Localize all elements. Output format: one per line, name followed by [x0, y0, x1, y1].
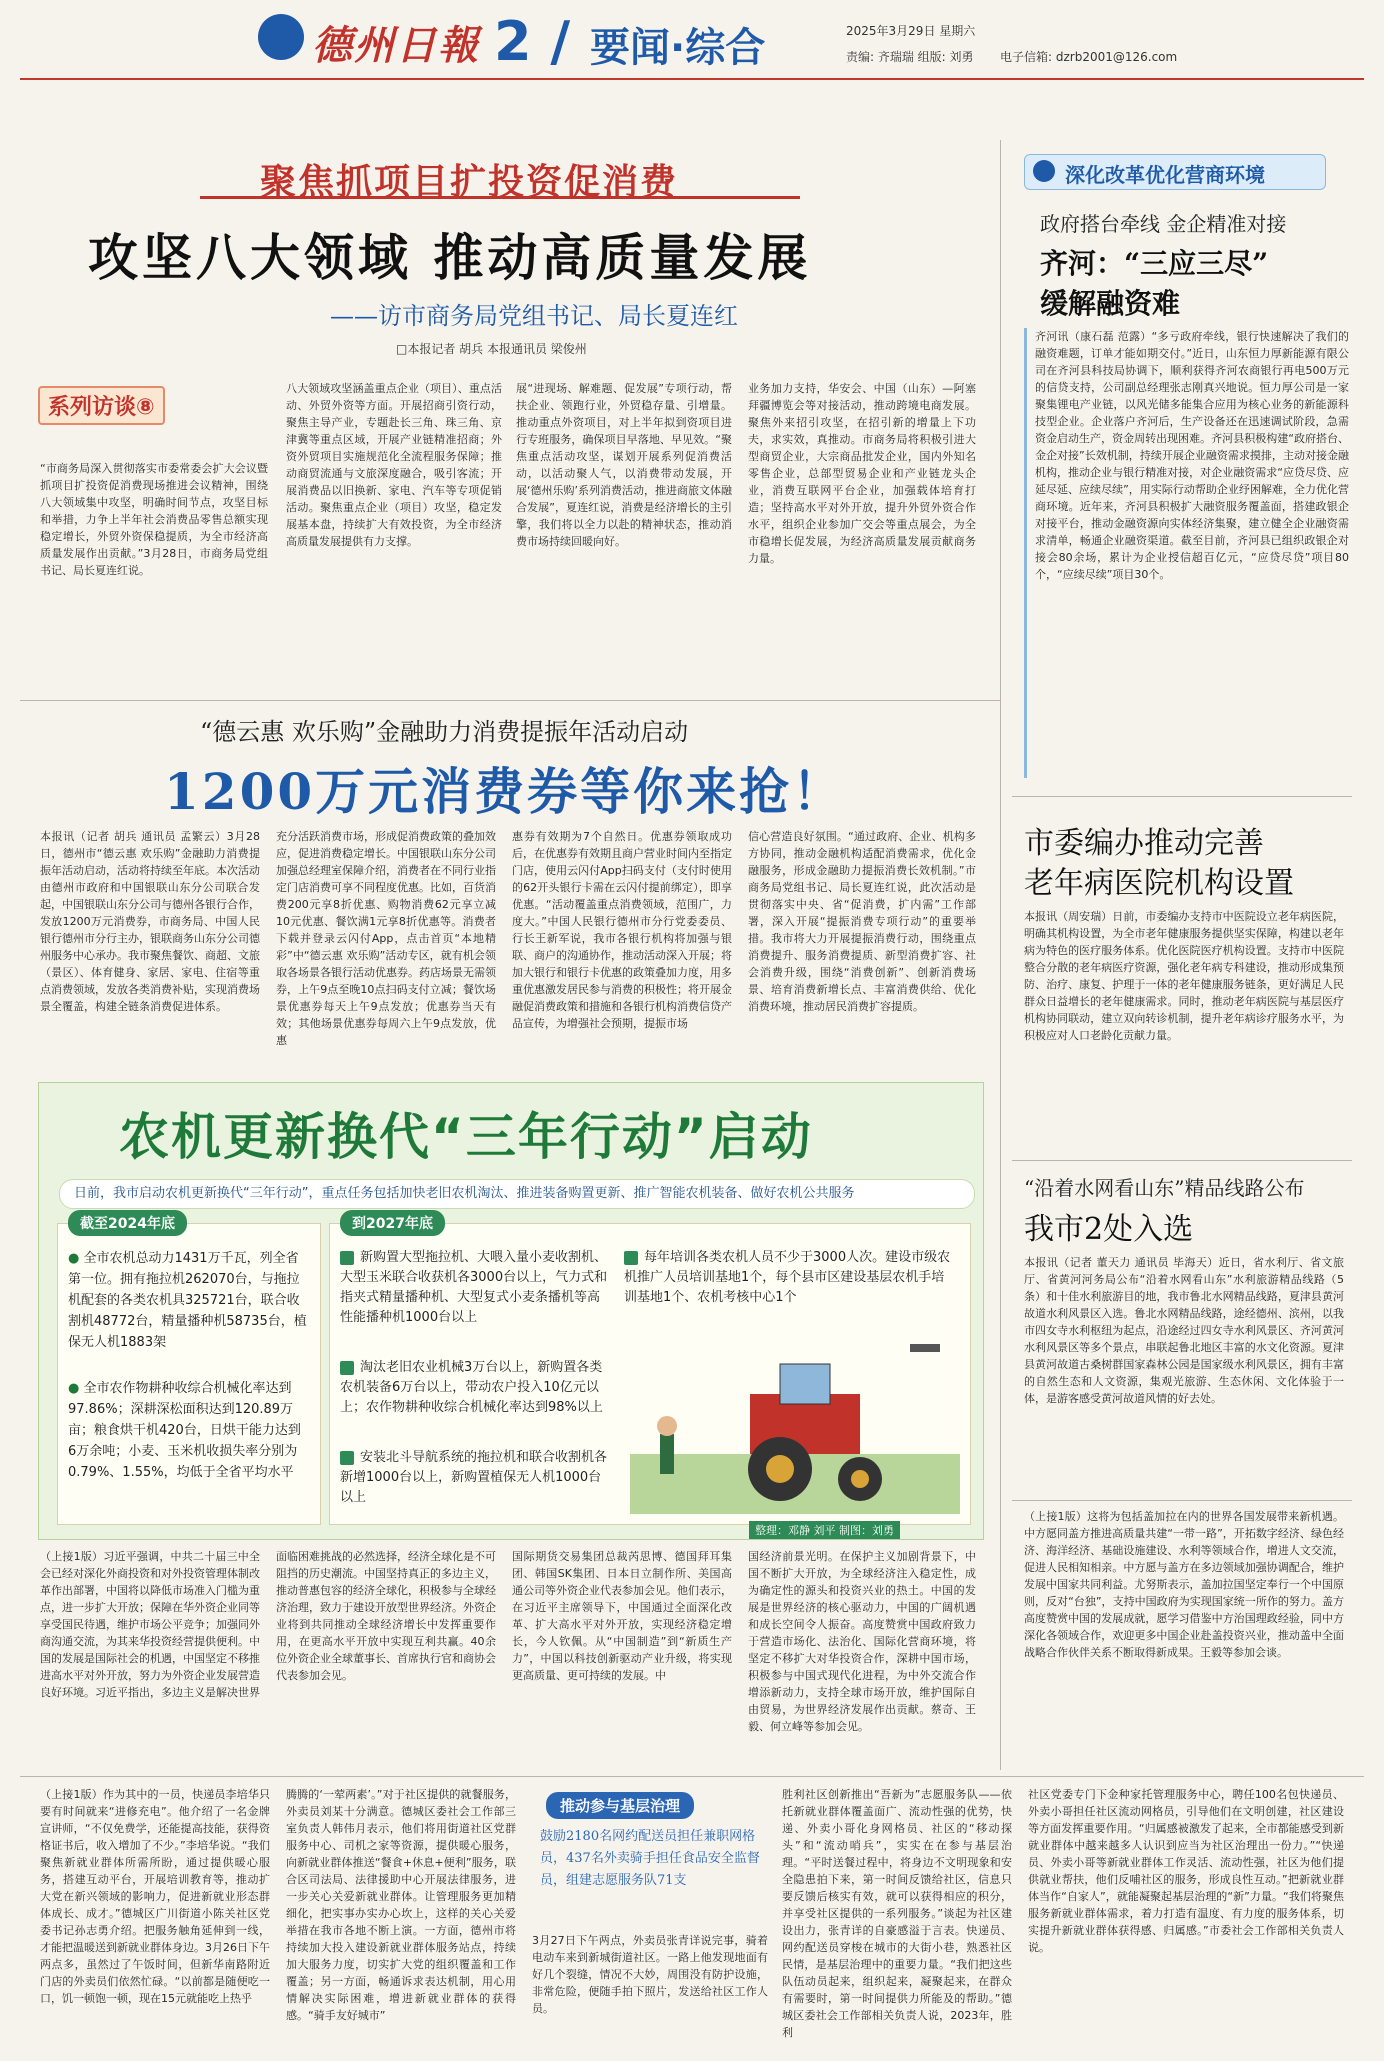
panel-2024	[57, 1216, 321, 1525]
masthead-logo: 德州日報	[312, 22, 480, 69]
editors: 责编: 齐瑞瑞 组版: 刘勇	[846, 50, 974, 64]
series-tag	[38, 386, 165, 425]
stat-2024-1	[68, 1248, 308, 1353]
tractor-icon	[340, 1251, 354, 1265]
masthead-rule	[20, 78, 1364, 80]
divider	[1012, 796, 1352, 797]
civic-box-text: 鼓励2180名网约配送员担任兼职网格员，437名外卖骑手担任食品安全监督员，组建志愿服务队71支	[540, 1829, 760, 1888]
stat-2024-1-text: 全市农机总动力1431万千瓦，列全省第一位。拥有拖拉机262070台，与拖拉机配套的各类农机具325721台，联合收割机48772台，精量播种机58735台，植保无人机1883架	[68, 1251, 307, 1350]
bottom1-col-2: 面临困难挑战的必然选择，经济全球化是不可阻挡的历史潮流。中国坚持真正的多边主义，推动普惠包容的经济全球化，积极参与全球经济治理，致力于建设开放型世界经济。外资企业将到共同推动全球经济增长中发挥重要作用，在更高水平开放中实现互利共赢。40余位外资企业全球董事长、首席执行官和商协会代表参加会见。	[276, 1550, 496, 1682]
a3-body: 本报讯（记者 董天力 通讯员 毕海天）近日，省水利厅、省文旅厅、省黄河河务局公布“沿着水网看山东”水利旅游精品线路（5条）和十佳水利旅游目的地，我市鲁北水网精品线路，夏津县黄河故道水利风景区入选。鲁北水网精品线路，途经德州、滨州，以我市四女寺水利枢纽为起点，沿途经过四女寺水利风景区、齐河黄河水利风景区等多个景点，串联起鲁北地区丰富的水文化资源。夏津县黄河故道古桑树群国家森林公园是国家级水利风景区，拥有丰富的自然生态和人文资源，集观光旅游、生态休闲、文化体验于一体，是游客感受黄河故道风情的好去处。	[1024, 1256, 1344, 1405]
bullet-icon: ●	[68, 1251, 80, 1266]
civic-box-after: 3月27日下午两点，外卖员张青详说完事，骑着电动车来到新城街道社区。一路上他发现地面有好几个裂缝，情况不大妙，周围没有防护设施，非常危险，便随手拍下照片，发送给社区工作人员。	[532, 1934, 768, 2015]
issue-date: 2025年3月29日 星期六	[846, 24, 976, 38]
section-label-text: 深化改革优化营商环境	[1065, 163, 1265, 187]
farm-title: 农机更新换代“三年行动”启动	[119, 1108, 813, 1166]
topic-banner	[200, 152, 800, 203]
farm-infographic	[38, 1082, 984, 1540]
bottom1-col-4: 国经济前景光明。在保护主义加剧背景下，中国不断扩大开放，为全球经济注入稳定性，成为确定性的源头和投资兴业的热土。中国的发展是世界经济的核心驱动力，中国的广阔机遇和成长空间令人振奋。高度赞赏中国政府致力于营造市场化、法治化、国际化营商环境，将坚定不移扩大对华投资合作，深耕中国市场，积极参与中国式现代化进程，为中外交流合作增添新动力，支持全球市场开放，维护国际自由贸易，为世界经济发展作出贡献。蔡奇、王毅、何立峰等参加会见。	[748, 1550, 976, 1733]
goal-2027-3	[340, 1448, 610, 1508]
divider	[20, 1776, 1364, 1777]
divider	[1012, 1160, 1352, 1161]
a3-pretitle: “沿着水网看山东”精品线路公布	[1024, 1176, 1305, 1200]
panel-2024-label: 截至2024年底	[68, 1210, 187, 1236]
lead-col-2: 八大领域攻坚涵盖重点企业（项目）、重点活动、外贸外资等方面。开展招商引资行动，聚焦主导产业，专题赴长三角、珠三角、京津冀等重点区域，开展产业链精准招商；外资外贸项目实施规范化全流程服务保障；推动商贸流通与文旅深度融合，吸引客流；开展消费品以旧换新、家电、汽车等专项促销活动。聚焦重点企业（项目）攻坚，稳定发展基本盘，持续扩大有效投资，为全市经济高质量发展提供有力支撑。	[286, 382, 502, 548]
goal-2027-1	[340, 1248, 610, 1328]
a2-title-2: 老年病医院机构设置	[1024, 866, 1294, 901]
divider	[1012, 1500, 1352, 1501]
lead-col-4: 业务加力支持，华安会、中国（山东）—阿塞拜疆博览会等对接活动，推动跨境电商发展。聚焦外来招引攻坚，在招引新的增量上下功夫，求实效，真推动。市商务局将积极引进大型商贸企业，大宗商品批发企业，国内外知名零售企业，总部型贸易企业和产业链龙头企业，消费互联网平台企业，加强载体培育打造；坚持高水平对外开放，提升外贸外资合作水平，组织企业参加广交会等重点展会，为全市稳增长促发展，为经济高质量发展贡献商务力量。	[748, 382, 976, 565]
tractor-illustration	[630, 1334, 960, 1514]
consumption-title: 1200万元消费券等你来抢！	[164, 762, 846, 821]
bottom1-col-3: 国际期货交易集团总裁芮思博、德国拜耳集团、韩国SK集团、日本日立制作所、美国高通公司等外资企业代表参加会见。他们表示，在习近平主席领导下，中国通过全面深化改革、扩大高水平对外开放，实现经济稳定增长，今人钦佩。从“中国制造”到“新质生产力”，中国以科技创新驱动产业升级，将实现更高质量、更可持续的发展。中	[512, 1550, 732, 1682]
masthead	[0, 0, 1384, 80]
gear-icon	[1033, 160, 1055, 182]
bottom1-col-1: （上接1版）习近平强调，中共二十届三中全会已经对深化外商投资和对外投资管理体制改革作出部署，中国将以降低市场准入门槛为重点，进一步扩大开放；保障在华外资企业同等享受国民待遇，维护市场公平竞争；加强同外商沟通交流，为其来华投资经营提供便利。中国的发展是国际社会的机遇，中国坚定不移推进高水平对外开放，努力为外资企业发展营造良好环境。习近平指出，多边主义是解决世界	[40, 1550, 260, 1699]
panel-2027-label: 到2027年底	[340, 1210, 445, 1236]
goal-2027-2	[340, 1358, 610, 1418]
panel-2027	[329, 1216, 971, 1525]
goal-2027-4-text: 每年培训各类农机人员不少于3000人次。建设市级农机推广人员培训基地1个，每个县市区建设基层农机手培训基地1个、农机考核中心1个	[624, 1250, 951, 1305]
goal-2027-3-text: 安装北斗导航系统的拖拉机和联合收割机各新增1000台以上，新购置植保无人机1000台以上	[340, 1450, 608, 1505]
bottom2-col-5: 社区党委专门下金种家托管理服务中心，聘任100名包快递员、外卖小哥担任社区流动网格员，引导他们在文明创建，社区建设等方面发挥重要作用。“归属感被激发了起来，全市都能感受到新就业群体中越来越多人认识到应当为社区治理出一份力。”“快递员、外卖小哥等新就业群体工作灵活、流动性强，社区为他们提供就业帮扶，他们反哺社区的服务，形成良性互动。”把新就业群体当作“自家人”，就能凝聚起基层治理的“新”力量。“我们将聚焦服务新就业群体需求，着力打造有温度、有力度的服务体系，切实提升新就业群体获得感、归属感。”市委社会工作部相关负责人说。	[1028, 1788, 1344, 1954]
lead-col-3: 展“进现场、解难题、促发展”专项行动，帮扶企业、领跑行业，外贸稳存量、引增量。推动重点外资项目，对上半年拟到资项目进行专班服务，确保项目早落地、早见效。“聚焦重点活动攻坚，谋划开展系列促消费活动，以活动聚人气，以消费带动发展，开展‘德州乐购’系列消费活动，推进商旅文体融合发展”，夏连红说，消费是经济增长的主引擎，我们将以全力以赴的精神状态，推动消费市场持续回暖向好。	[516, 382, 732, 548]
a2-title-1: 市委编办推动完善	[1024, 826, 1264, 861]
a1-title-2: 缓解融资难	[1040, 287, 1181, 320]
a1-pretitle: 政府搭台牵线 金企精准对接	[1040, 212, 1287, 236]
column-divider	[1000, 140, 1001, 1770]
lead-col-1: “市商务局深入贯彻落实市委常委会扩大会议暨抓项目扩投资促消费现场推进会议精神，围绕八大领域集中攻坚，明确时间节点，攻坚目标和举措，力争上半年社会消费品零售总额实现稳定增长，外贸外资保稳提质，为全市经济高质量发展作出贡献。”3月28日，市商务局党组书记、局长夏连红说。	[40, 462, 268, 577]
consumption-col-3: 惠券有效期为7个自然日。优惠券领取成功后，在优惠券有效期且商户营业时间内至指定门店，使用云闪付App扫码支付（支付时使用的62开头银行卡需在云闪付提前绑定），即享优惠。“活动覆盖重点消费领域，范围广，力度大。”中国人民银行德州市分行党委委员、行长王新军说，我市各银行机构将加强与银联、商户的沟通协作，推动活动深入开展；将加大银行和银行卡优惠的政策叠加力度，用多重优惠激发居民参与消费的积极性；将开展金融促消费政策和措施和各银行机构消费信贷产品宣传，为增强社会预期，提振市场	[512, 830, 732, 1030]
divider	[20, 700, 1000, 701]
lead-subtitle: ——访市商务局党组书记、局长夏连红	[330, 302, 738, 330]
a1-title-1: 齐河：“三应三尽”	[1040, 247, 1269, 280]
farm-intro: 日前，我市启动农机更新换代“三年行动”，重点任务包括加快老旧农机淘汰、推进装备购置更新、推广智能农机装备、做好农机公共服务	[59, 1179, 975, 1209]
civic-box	[532, 1786, 768, 2048]
bullet-icon: ●	[68, 1381, 80, 1396]
consumption-col-2: 充分活跃消费市场，形成促消费政策的叠加效应，促进消费稳定增长。中国银联山东分公司加强总经理室保障介绍，消费者在不同行业指定门店消费可享不同程度优惠。比如，百货消费200元享8折优惠、购物消费62元享立减10元优惠、餐饮满1元享8折优惠等。消费者下载并登录云闪付App，点击首页“本地精彩”中“德云惠 欢乐购”活动专区，就有机会领取各场景各银行活动优惠券。药店场景无需领券，上午9点至晚10点扫码支付立减；餐饮场景优惠券每天上午9点发放；优惠券当天有效；其他场景优惠券每周六上午9点发放，优惠	[276, 830, 496, 1047]
stat-2024-2	[68, 1378, 308, 1483]
goal-2027-2-text: 淘汰老旧农业机械3万台以上，新购置各类农机装备6万台以上，带动农户投入10亿元以上；农作物耕种收综合机械化率达到98%以上	[340, 1360, 603, 1415]
section-label	[1024, 154, 1326, 190]
email: 电子信箱: dzrb2001@126.com	[1000, 50, 1178, 64]
bottom2-col-1: （上接1版）作为其中的一员，快递员李培华只要有时间就来“进修充电”。他介绍了一名金牌宣讲师，“不仅免费学，还能提高技能，获得资格证书后，收入增加了不少。”李培华说。“我们聚焦新就业群体所需所盼，通过提供暖心服务，搭建互动平台，开展培训教育等，推动扩大党在新兴领域的影响力，促进新就业形态群体成长、成才。”德城区广川街道小陈关社区党委书记孙志勇介绍。把服务触角延伸到一线，才能把温暖送到新就业群体身边。3月26日下午两点多，虽然过了午饭时间，但新华南路附近门店的外卖员们依然忙碌。“以前都是随便吃一口，饥一顿饱一顿，现在15元就能吃上热乎	[40, 1788, 270, 2005]
page-number: 2 /	[494, 10, 571, 73]
a3-title: 我市2处入选	[1024, 1212, 1194, 1247]
civic-box-title: 推动参与基层治理	[546, 1792, 694, 1819]
goal-2027-1-text: 新购置大型拖拉机、大喂入量小麦收割机、大型玉米联合收获机各3000台以上，气力式和指夹式精量播种机、大型复式小麦条播机等高性能播种机1000台以上	[340, 1250, 608, 1325]
a4-body: （上接1版）这将为包括盖加拉在内的世界各国发展带来新机遇。中方愿同盖方推进高质量共建“一带一路”，开拓数字经济、绿色经济、海洋经济、基础设施建设、水利等领域合作，增进人文交流，促进人民相知相亲。中方愿与盖方在多边领域加强协调配合，维护发展中国家共同利益。尤努斯表示，盖加拉国坚定奉行一个中国原则，反对“台独”，支持中国政府为实现国家统一所作的努力。盖方高度赞赏中国的发展成就，愿学习借鉴中方治国理政经验，同中方深化各领域合作，欢迎更多中国企业赴盖投资兴业，推动盖中全面战略合作伙伴关系不断取得新成果。王毅等参加会谈。	[1024, 1510, 1344, 1659]
farm-credit: 整理：邓静 刘平 制图：刘勇	[749, 1521, 900, 1539]
training-icon	[624, 1251, 638, 1265]
consumption-pretitle: “德云惠 欢乐购”金融助力消费提振年活动启动	[200, 718, 689, 746]
lead-title: 攻坚八大领域 推动高质量发展	[88, 229, 812, 287]
bottom2-col-2: 腾腾的‘一荤两素’。”对于社区提供的就餐服务，外卖员刘某十分满意。德城区委社会工作部三室负责人韩伟月表示，他们将用街道社区党群服务中心、司机之家等资源，提供暖心服务，向新就业群体推送“餐食+休息+便利”服务，联合区司法局、法律援助中心开展法律服务，进一步关心关爱新就业群体。让管理服务更加精细化，把实事办实办心坎上，这样的关心关爱举措在我市各地不断上演。一方面，德州市将持续加大投入建设新就业群体服务站点，持续加大服务力度，切实扩大党的组织覆盖和工作覆盖；另一方面，畅通诉求表达机制，用心用情解决实际困难，增进新就业群体的获得感。“骑手友好城市”	[286, 1788, 516, 2022]
topic-banner-text: 聚焦抓项目扩投资促消费	[260, 162, 679, 203]
machine-icon	[340, 1361, 354, 1375]
stat-2024-2-text: 全市农作物耕种收综合机械化率达到97.86%；深耕深松面积达到120.89万亩；粮食烘干机420台，日烘干能力达到6万余吨；小麦、玉米机收损失率分别为0.79%、1.55%，均低于全省平均水平	[68, 1381, 301, 1480]
satellite-icon	[340, 1451, 354, 1465]
series-tag-text: 系列访谈⑧	[38, 386, 165, 425]
lead-byline: □本报记者 胡兵 本报通讯员 梁俊州	[396, 342, 587, 356]
bottom2-col-4: 胜利社区创新推出“吾新为”志愿服务队——依托新就业群体覆盖面广、流动性强的优势，快递、外卖小哥化身网格员、社区的“移动探头”和“流动哨兵”，实实在在参与基层治理。“平时送餐过程中，将身边不文明现象和安全隐患拍下来，第一时间反馈给社区，信息只要反馈后核实有效，就可以获得相应的积分，并享受社区提供的一系列服务。”谈起为社区建设出力，张青详的自豪感溢于言表。快递员、网约配送员穿梭在城市的大街小巷，熟悉社区民情，是基层治理中的重要力量。“我们把这些队伍动员起来，组织起来，凝聚起来，在群众有需要时，第一时间提供力所能及的帮助。”德城区委社会工作部相关负责人说，2023年，胜利	[782, 1788, 1012, 2039]
goal-2027-4	[624, 1248, 954, 1308]
consumption-col-4: 信心营造良好氛围。“通过政府、企业、机构多方协同，推动金融机构适配消费需求，优化金融服务，形成金融助力提振消费长效机制。”市商务局党组书记、局长夏连红说，此次活动是贯彻落实中央、省“促消费，扩内需”工作部署，深入开展“提振消费专项行动”的重要举措。我市将大力开展提振消费行动，围绕重点消费提升、服务消费提质、新型消费扩容、社会消费升级，围绕“消费创新”、创新消费场景、培育消费新增长点、丰富消费供给、优化消费环境，推动居民消费扩容提质。	[748, 830, 976, 1013]
a1-body: 齐河讯（康石磊 范露）“多亏政府牵线，银行快速解决了我们的融资难题，订单才能如期交付。”近日，山东恒力厚新能源有限公司在齐河县科技局协调下，顺利获得齐河农商银行再电500万元的信贷支持，公司副总经理张志刚真兴地说。恒力厚公司是一家聚集锂电产业链，以风光储多能集合应用为核心业务的新能源科技型企业。企业落户齐河后，生产设备还在迅速调试阶段，急需资金启动生产，资金周转出现困难。齐河县积极构建“政府搭台、金企对接”长效机制，持续开展企业融资需求摸排，主动对接金融机构，推动企业与银行精准对接，对企业融资需求“应贷尽贷、应延尽延、应续尽续”，用实际行动帮助企业纾困解难，全力优化营商环境。近年来，齐河县积极扩大融资服务覆盖面，搭建政银企对接平台，推动金融资源向实体经济集聚，建立健全企业融资需求清单，畅通企业融资渠道。截至目前，齐河县已组织政银企对接会80余场，累计为企业授信超百亿元，“应贷尽贷”项目80个，“应续尽续”项目30个。	[1024, 328, 1349, 778]
consumption-col-1: 本报讯（记者 胡兵 通讯员 孟繁云）3月28日，德州市“德云惠 欢乐购”金融助力消费提振年活动启动，活动将持续至年底。本次活动由德州市政府和中国银联山东分公司联合发起，中国银联山东分公司与德州各银行合作，发放1200万元消费券，市商务局、中国人民银行德州市分行主办，银联商务山东分公司德州服务中心承办。我市聚焦餐饮、商超、文旅（景区）、体育健身、家居、家电、住宿等重点消费领域，发放各类消费补贴，实现消费场景全覆盖，构建全链条消费促进体系。	[40, 830, 260, 1013]
section-name: 要闻·综合	[590, 25, 766, 71]
a2-body: 本报讯（周安瑞）日前，市委编办支持市中医院设立老年病医院，明确其机构设置，为全市老年健康服务提供坚实保障，构建以老年病为特色的医疗服务体系。优化医院医疗机构设置。支持市中医院整合分散的老年病医疗资源，强化老年病专科建设，推动形成集预防、治疗、康复、护理于一体的老年健康服务链条，更好满足人民群众日益增长的老年健康需求。同时，推动老年病医院与基层医疗机构协同联动，建立双向转诊机制，提升老年病诊疗服务水平，为积极应对人口老龄化贡献力量。	[1024, 910, 1344, 1042]
logo-icon	[258, 14, 304, 60]
